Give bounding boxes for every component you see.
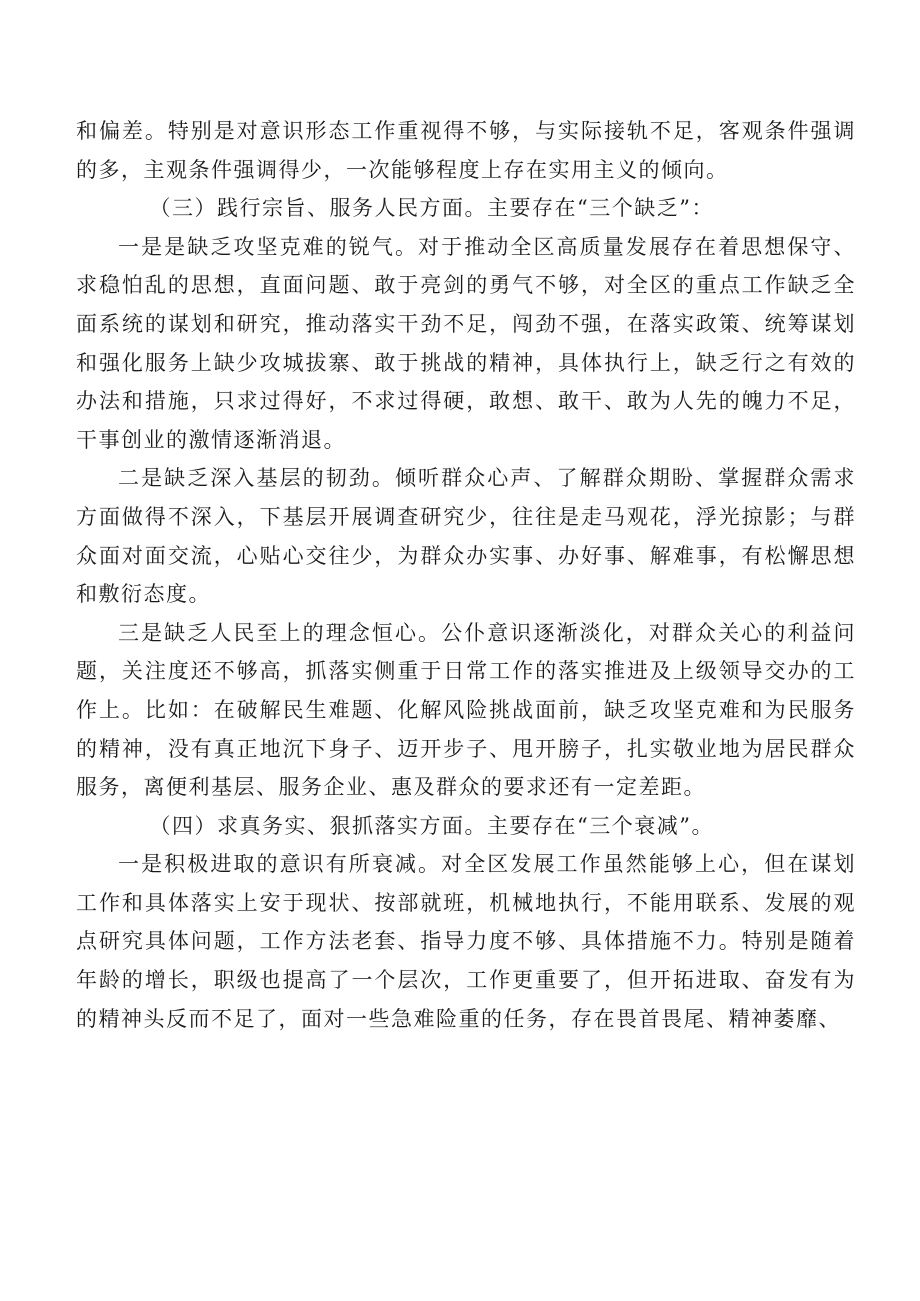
paragraph-continued: 和偏差。特别是对意识形态工作重视得不够，与实际接轨不足，客观条件强调的多，主观条件强调得少，一次能够程度上存在实用主义的倾向。	[76, 119, 856, 182]
paragraph: 一是积极进取的意识有所衰减。对全区发展工作虽然能够上心，但在谋划工作和具体落实上安于现状、按部就班，机械地执行，不能用联系、发展的观点研究具体问题，工作方法老套、指导力度不够、具体措施不力。特别是随着年龄的增长，职级也提高了一个层次，工作更重要了，但开拓进取、奋发有为的精神头反而不足了，面对一些急难险重的任务，存在畏首畏尾、精神萎靡、	[76, 852, 856, 1031]
document-body	[76, 112, 856, 1038]
section-heading-three: （三）践行宗旨、服务人民方面。主要存在“三个缺乏”：	[149, 196, 714, 221]
section-heading-four: （四）求真务实、狠抓落实方面。主要存在“三个衰减”。	[149, 813, 714, 838]
paragraph: 一是是缺乏攻坚克难的锐气。对于推动全区高质量发展存在着思想保守、求稳怕乱的思想，直面问题、敢于亮剑的勇气不够，对全区的重点工作缺乏全面系统的谋划和研究，推动落实干劲不足，闯劲不强，在落实政策、统筹谋划和强化服务上缺少攻城拔寨、敢于挑战的精神，具体执行上，缺乏行之有效的办法和措施，只求过得好，不求过得硬，敢想、敢干、敢为人先的魄力不足，干事创业的激情逐渐消退。	[76, 234, 856, 452]
paragraph: 三是缺乏人民至上的理念恒心。公仆意识逐渐淡化，对群众关心的利益问题，关注度还不够高，抓落实侧重于日常工作的落实推进及上级领导交办的工作上。比如：在破解民生难题、化解风险挑战面前，缺乏攻坚克难和为民服务的精神，没有真正地沉下身子、迈开步子、甩开膀子，扎实敬业地为居民群众服务，离便利基层、服务企业、惠及群众的要求还有一定差距。	[76, 620, 856, 800]
paragraph: 二是缺乏深入基层的韧劲。倾听群众心声、了解群众期盼、掌握群众需求方面做得不深入，下基层开展调查研究少，往往是走马观花，浮光掠影；与群众面对面交流，心贴心交往少，为群众办实事、办好事、解难事，有松懈思想和敷衍态度。	[76, 466, 856, 607]
